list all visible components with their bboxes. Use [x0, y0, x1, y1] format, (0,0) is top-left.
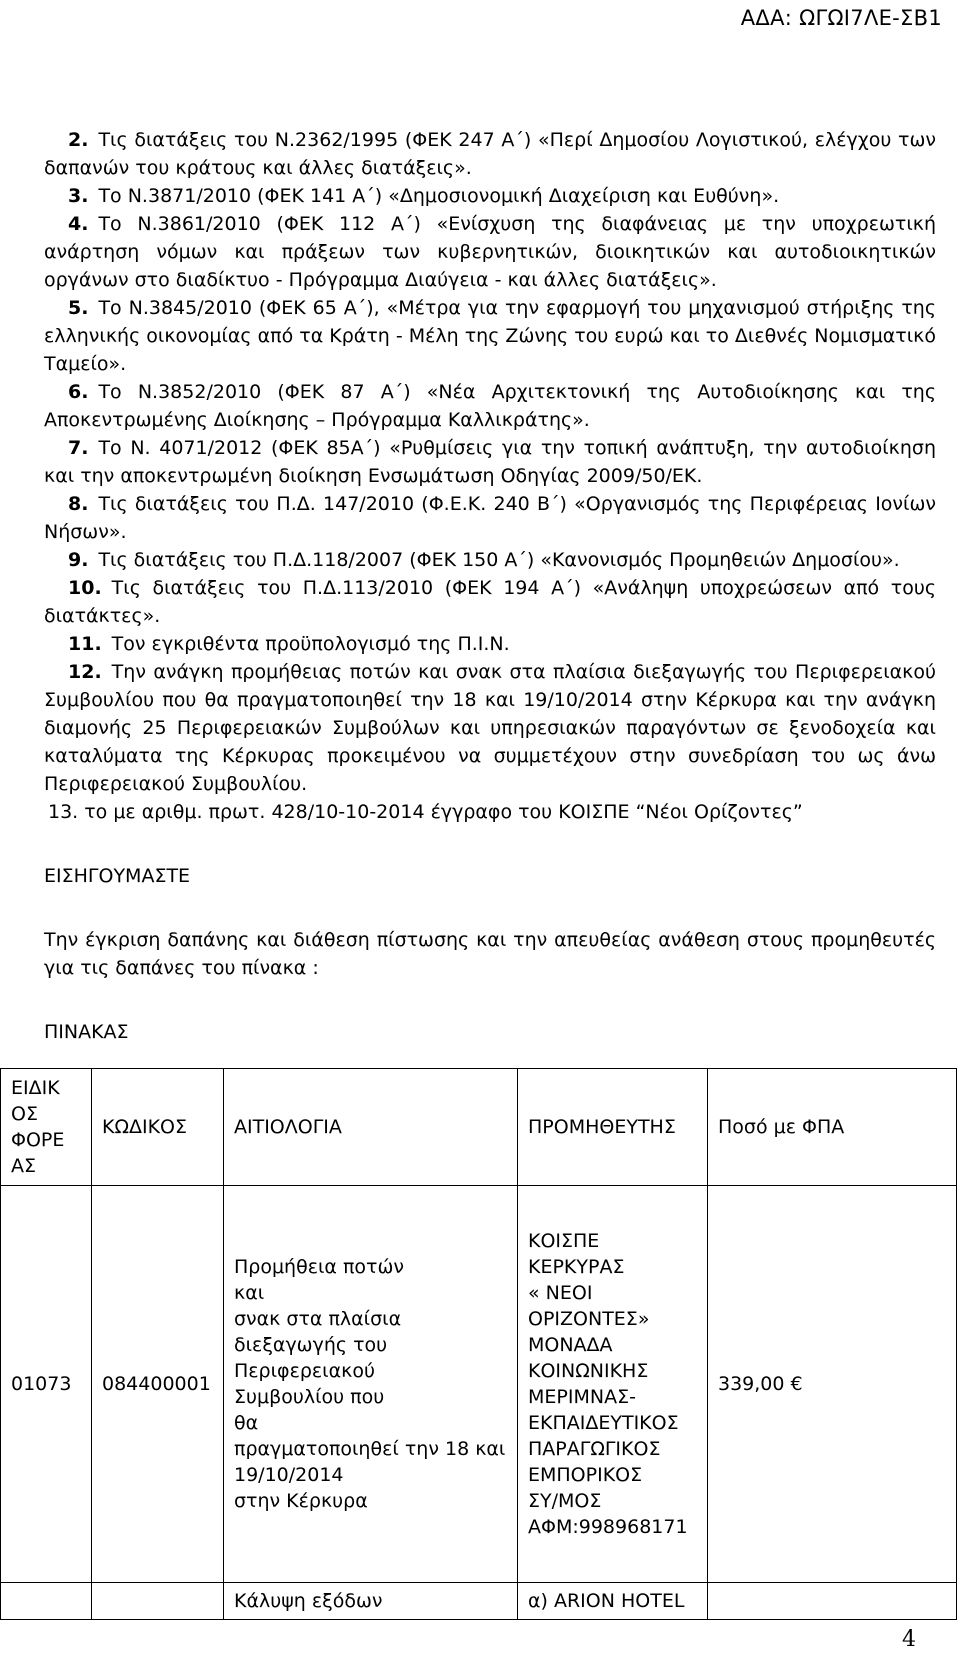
cell-code: 084400001	[92, 1186, 224, 1583]
cell-specialty: 01073	[1, 1186, 92, 1583]
table-row	[1, 1583, 957, 1620]
cell-amount: 339,00 €	[708, 1186, 957, 1583]
header-cell-amount: Ποσό με ΦΠΑ	[708, 1069, 957, 1186]
cell-reason: Κάλυψη εξόδων	[224, 1583, 518, 1620]
consideration-item: 13. το με αριθμ. πρωτ. 428/10-10-2014 έγγραφο του ΚΟΙΣΠΕ “Νέοι Ορίζοντες”	[48, 801, 803, 823]
consideration-item: 2. Τις διατάξεις του Ν.2362/1995 (ΦΕΚ 247 Α΄) «Περί Δημοσίου Λογιστικού, ελέγχου των δαπανών του κράτους και άλλες διατάξεις».	[44, 129, 936, 179]
consideration-item: 6. Το Ν.3852/2010 (ΦΕΚ 87 Α΄) «Νέα Αρχιτεκτονική της Αυτοδιοίκησης και της Αποκεντρωμένης Διοίκησης – Πρόγραμμα Καλλικράτης».	[44, 381, 936, 431]
cell-amount	[708, 1583, 957, 1620]
consideration-item: 3. Το Ν.3871/2010 (ΦΕΚ 141 Α΄) «Δημοσιονομική Διαχείριση και Ευθύνη».	[68, 185, 780, 207]
cell-supplier: ΚΟΙΣΠΕ ΚΕΡΚΥΡΑΣ « ΝΕΟΙ ΟΡΙΖΟΝΤΕΣ» ΜΟΝΑΔΑ ΚΟΙΝΩΝΙΚΗΣ ΜΕΡΙΜΝΑΣ- ΕΚΠΑΙΔΕΥΤΙΚΟΣ ΠΑΡΑΓΩΓΙΚΟΣ ΕΜΠΟΡΙΚΟΣ ΣΥ/ΜΟΣ ΑΦΜ:998968171	[518, 1186, 708, 1583]
table-header-row	[1, 1069, 957, 1186]
page-number: 4	[902, 1627, 916, 1652]
expense-table	[0, 1068, 957, 1620]
table-heading: ΠΙΝΑΚΑΣ	[44, 1021, 129, 1043]
ada-code: ΑΔΑ: ΩΓΩΙ7ΛΕ-ΣΒ1	[740, 6, 942, 30]
cell-reason: Προμήθεια ποτών και σνακ στα πλαίσια διεξαγωγής του Περιφερειακού Συμβουλίου που θα πραγματοποιηθεί την 18 και 19/10/2014 στην Κέρκυρα	[224, 1186, 518, 1583]
consideration-item: 8. Τις διατάξεις του Π.Δ. 147/2010 (Φ.Ε.Κ. 240 Β΄) «Οργανισμός της Περιφέρειας Ιονίων Νήσων».	[44, 493, 936, 543]
consideration-item: 7. Το Ν. 4071/2012 (ΦΕΚ 85Α΄) «Ρυθμίσεις για την τοπική ανάπτυξη, την αυτοδιοίκηση και την αποκεντρωμένη διοίκηση Ενσωμάτωση Οδηγίας 2009/50/ΕΚ.	[44, 437, 936, 487]
table-row	[1, 1186, 957, 1583]
consideration-item: 10. Τις διατάξεις του Π.Δ.113/2010 (ΦΕΚ 194 Α΄) «Ανάληψη υποχρεώσεων από τους διατάκτες».	[44, 577, 936, 627]
recommend-heading: ΕΙΣΗΓΟΥΜΑΣΤΕ	[44, 865, 191, 887]
consideration-item: 5. Το Ν.3845/2010 (ΦΕΚ 65 Α΄), «Μέτρα για την εφαρμογή του μηχανισμού στήριξης της ελληνικής οικονομίας από τα Κράτη - Μέλη της Ζώνης του ευρώ και το Διεθνές Νομισματικό Ταμείο».	[44, 297, 936, 375]
header-cell-supplier: ΠΡΟΜΗΘΕΥΤΗΣ	[518, 1069, 708, 1186]
header-cell-reason: ΑΙΤΙΟΛΟΓΙΑ	[224, 1069, 518, 1186]
header-cell-code: ΚΩΔΙΚΟΣ	[92, 1069, 224, 1186]
document-body	[44, 126, 936, 1046]
cell-specialty	[1, 1583, 92, 1620]
consideration-item: 12. Την ανάγκη προμήθειας ποτών και σνακ στα πλαίσια διεξαγωγής του Περιφερειακού Συμβουλίου που θα πραγματοποιηθεί την 18 και 19/10/2014 στην Κέρκυρα και την ανάγκη διαμονής 25 Περιφερειακών Συμβούλων και υπηρεσιακών παραγόντων σε ξενοδοχεία και καταλύματα της Κέρκυρας προκειμένου να συμμετέχουν στην συνεδρίαση του ως άνω Περιφερειακού Συμβουλίου.	[44, 661, 936, 795]
cell-supplier: α) ARION HOTEL	[518, 1583, 708, 1620]
header-cell-specialty: ΕΙΔΙΚ ΟΣ ΦΟΡΕ ΑΣ	[1, 1069, 92, 1186]
cell-code	[92, 1583, 224, 1620]
consideration-item: 9. Τις διατάξεις του Π.Δ.118/2007 (ΦΕΚ 150 Α΄) «Κανονισμός Προμηθειών Δημοσίου».	[68, 549, 900, 571]
approval-text: Την έγκριση δαπάνης και διάθεση πίστωσης και την απευθείας ανάθεση στους προμηθευτές για τις δαπάνες του πίνακα :	[44, 929, 936, 979]
consideration-item: 4. Το Ν.3861/2010 (ΦΕΚ 112 Α΄) «Ενίσχυση της διαφάνειας με την υποχρεωτική ανάρτηση νόμων και πράξεων των κυβερνητικών, διοικητικών και αυτοδιοικητικών οργάνων στο διαδίκτυο - Πρόγραμμα Διαύγεια - και άλλες διατάξεις».	[44, 213, 936, 291]
consideration-item: 11. Τον εγκριθέντα προϋπολογισμό της Π.Ι.Ν.	[68, 633, 510, 655]
